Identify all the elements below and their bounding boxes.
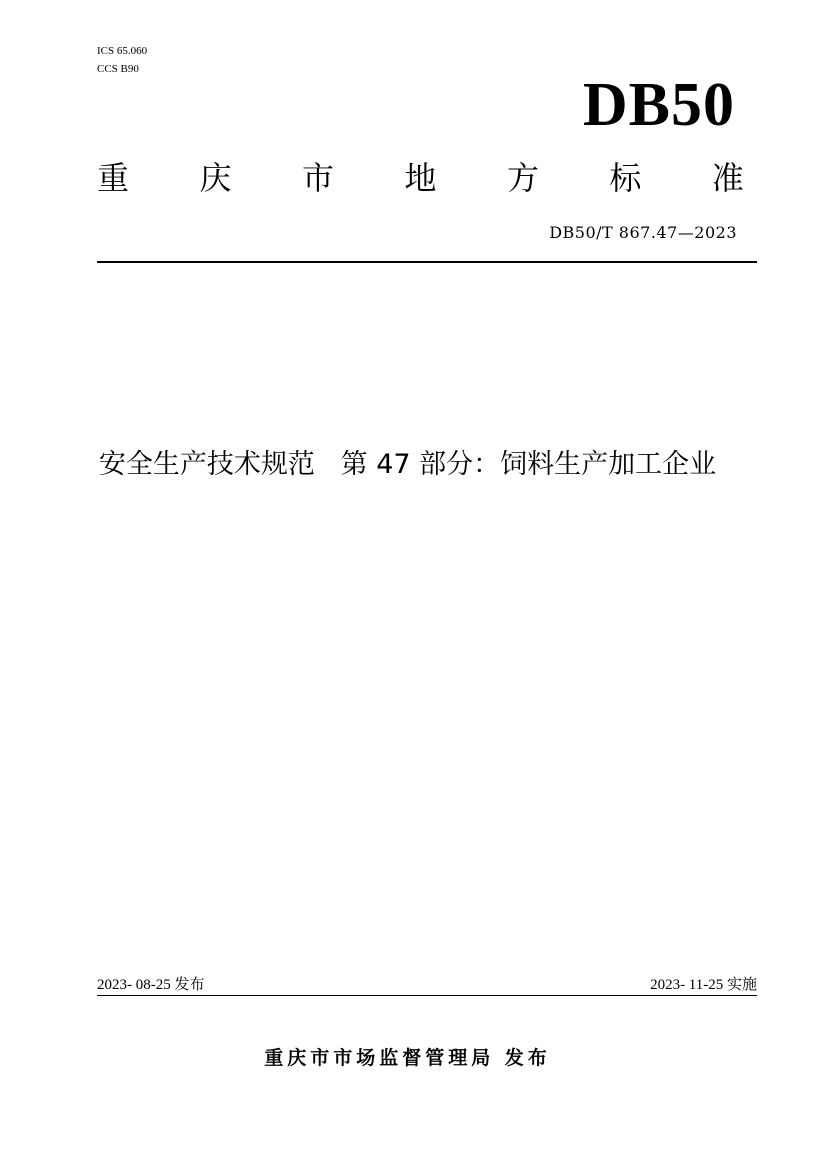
document-title	[0, 445, 815, 485]
header-divider	[97, 261, 757, 263]
ccs-code: CCS B90	[97, 63, 139, 75]
date-divider	[97, 995, 757, 996]
ics-code: ICS 65.060	[97, 45, 148, 57]
title-part: 第 47 部分：饲料生产加工企业	[340, 449, 717, 480]
standard-type-char: 市	[301, 159, 334, 197]
issue-date: 2023- 08-25 发布	[97, 977, 205, 993]
standard-type-char: 准	[711, 159, 744, 197]
standard-type-char: 标	[609, 159, 642, 197]
standard-type-heading	[97, 158, 744, 198]
db-logo: DB50	[582, 71, 735, 139]
standard-number: DB50/T 867.47—2023	[549, 223, 737, 242]
standard-type-char: 重	[97, 159, 130, 197]
title-main: 安全生产技术规范	[98, 449, 315, 480]
standard-type-char: 庆	[199, 159, 232, 197]
standard-type-char: 方	[506, 159, 539, 197]
implementation-date: 2023- 11-25 实施	[650, 977, 757, 993]
publisher: 重庆市市场监督管理局 发布	[264, 1047, 551, 1069]
standard-type-char: 地	[404, 159, 437, 197]
